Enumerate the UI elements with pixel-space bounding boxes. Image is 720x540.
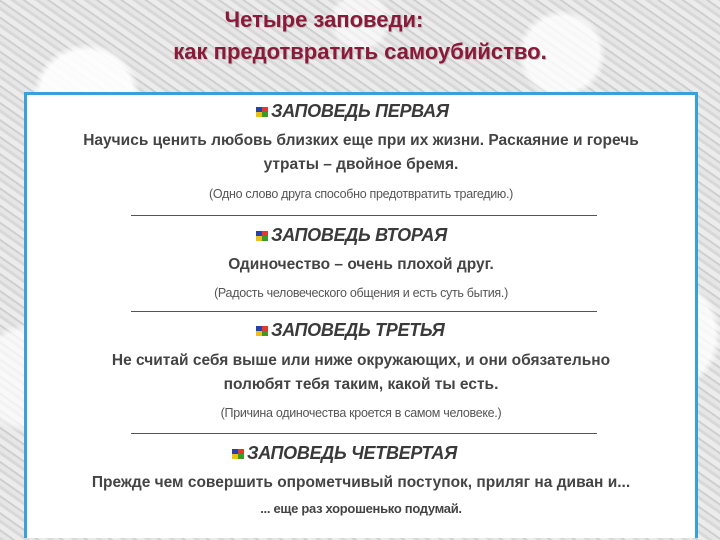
section-2-line-1: Одиночество – очень плохой друг. — [228, 256, 494, 273]
section-4-heading — [231, 443, 457, 464]
section-2-heading — [255, 225, 447, 246]
section-2-note: (Радость человеческого общения и есть суть бытия.) — [214, 286, 508, 300]
section-4-line-1: Прежде чем совершить опрометчивый поступок, приляг на диван и... — [91, 474, 631, 491]
section-3-note: (Причина одиночества кроется в самом человеке.) — [220, 406, 502, 420]
page-title-line1: Четыре заповеди: — [224, 7, 424, 32]
section-2-heading-text: ЗАПОВЕДЬ ВТОРАЯ — [271, 225, 447, 245]
section-1-heading-text: ЗАПОВЕДЬ ПЕРВАЯ — [271, 101, 449, 121]
section-divider — [131, 215, 597, 216]
colored-bullet-icon — [255, 229, 269, 243]
section-4-heading-text: ЗАПОВЕДЬ ЧЕТВЕРТАЯ — [247, 443, 457, 463]
section-3-heading-text: ЗАПОВЕДЬ ТРЕТЬЯ — [271, 320, 445, 340]
section-3-line-2: полюбят тебя таким, какой ты есть. — [223, 376, 499, 393]
page-title-line2: как предотвратить самоубийство. — [173, 39, 547, 64]
section-1-line-1: Научись ценить любовь близких еще при их жизни. Раскаяние и горечь — [83, 132, 639, 149]
colored-bullet-icon — [255, 105, 269, 119]
section-1-heading — [255, 101, 449, 122]
colored-bullet-icon — [231, 447, 245, 461]
content-card — [24, 92, 698, 538]
section-divider — [131, 311, 597, 312]
section-4-note: ... еще раз хорошенько подумай. — [260, 501, 462, 516]
section-1-line-2: утраты – двойное бремя. — [263, 156, 459, 173]
section-1-note: (Одно слово друга способно предотвратить трагедию.) — [208, 187, 514, 201]
colored-bullet-icon — [255, 324, 269, 338]
section-3-heading — [255, 320, 445, 341]
section-3-line-1: Не считай себя выше или ниже окружающих, и они обязательно — [111, 352, 611, 369]
section-divider — [131, 433, 597, 434]
